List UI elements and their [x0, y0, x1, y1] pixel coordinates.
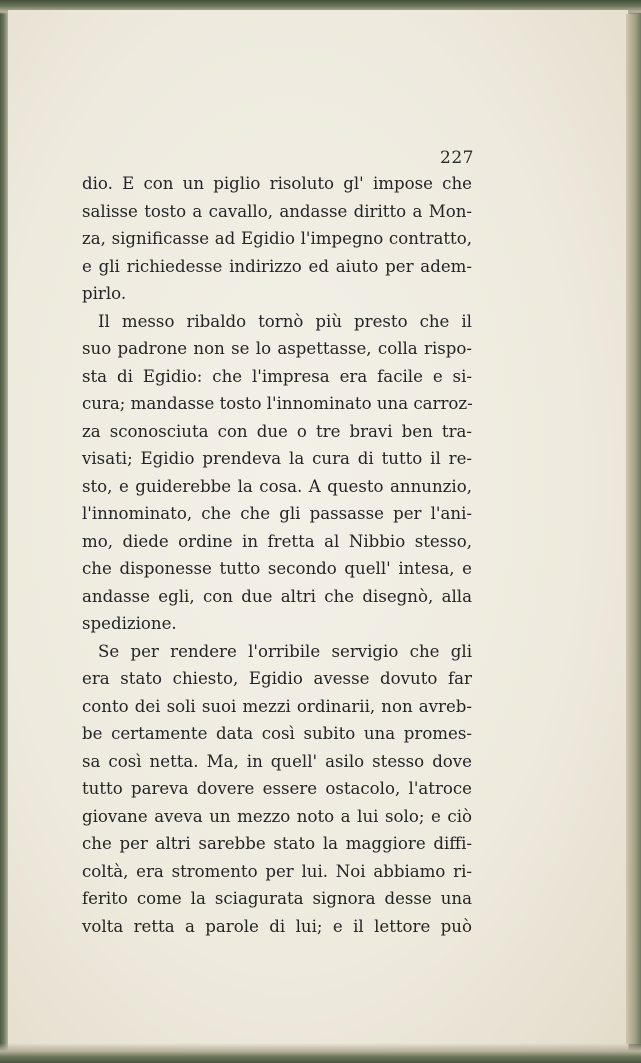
text-line: tutto pareva dovere essere ostacolo, l'atroce — [82, 779, 472, 798]
text-line: be certamente data così subito una promes- — [82, 724, 472, 743]
text-line: era stato chiesto, Egidio avesse dovuto far — [82, 669, 472, 688]
text-line: suo padrone non se lo aspettasse, colla rispo- — [82, 339, 472, 358]
text-line: Se per rendere l'orribile servigio che gli — [98, 641, 472, 661]
paragraph-3 — [82, 638, 472, 941]
text-line: giovane aveva un mezzo noto a lui solo; e ciò — [82, 806, 472, 826]
text-line: coltà, era stromento per lui. Noi abbiamo ri- — [82, 861, 472, 881]
text-line: za, significasse ad Egidio l'impegno contratto, — [82, 229, 472, 248]
paragraph-1 — [82, 170, 472, 308]
text-line: visati; Egidio prendeva la cura di tutto il re- — [82, 449, 472, 468]
text-line: cura; mandasse tosto l'innominato una carroz- — [82, 394, 473, 413]
text-line: volta retta a parole di lui; e il lettore può — [82, 916, 472, 936]
body-text — [82, 142, 472, 940]
text-line: sto, e guiderebbe la cosa. A questo annunzio, — [82, 476, 472, 496]
text-line: e gli richiedesse indirizzo ed aiuto per adem- — [82, 256, 472, 276]
text-line: salisse tosto a cavallo, andasse diritto a Mon- — [82, 201, 472, 221]
text-line: sta di Egidio: che l'impresa era facile e si- — [82, 366, 472, 386]
text-line: ferito come la sciagurata signora desse una — [82, 889, 472, 908]
text-line: l'innominato, che che gli passasse per l'ani- — [82, 504, 472, 523]
text-line: andasse egli, con due altri che disegnò, alla — [82, 586, 472, 606]
page-edge-strip — [626, 14, 641, 1044]
bottom-edge-shadow — [0, 1043, 641, 1063]
text-line: mo, diede ordine in fretta al Nibbio stesso, — [82, 531, 472, 551]
text-line: che disponesse tutto secondo quell' intesa, e — [82, 559, 472, 578]
text-line: sa così netta. Ma, in quell' asilo stesso dove — [82, 751, 472, 771]
text-line: pirlo. — [82, 284, 127, 303]
text-line: spedizione. — [82, 614, 177, 633]
text-line: dio. E con un piglio risoluto gl' impose che — [82, 174, 472, 193]
page-number: 227 — [440, 148, 474, 168]
text-line: Il messo ribaldo tornò più presto che il — [98, 311, 472, 331]
paragraph-2 — [82, 308, 472, 638]
text-line: za sconosciuta con due o tre bravi ben tra- — [82, 421, 472, 441]
text-line: conto dei soli suoi mezzi ordinarii, non avreb- — [82, 696, 472, 716]
text-line: che per altri sarebbe stato la maggiore diffi- — [82, 834, 472, 853]
